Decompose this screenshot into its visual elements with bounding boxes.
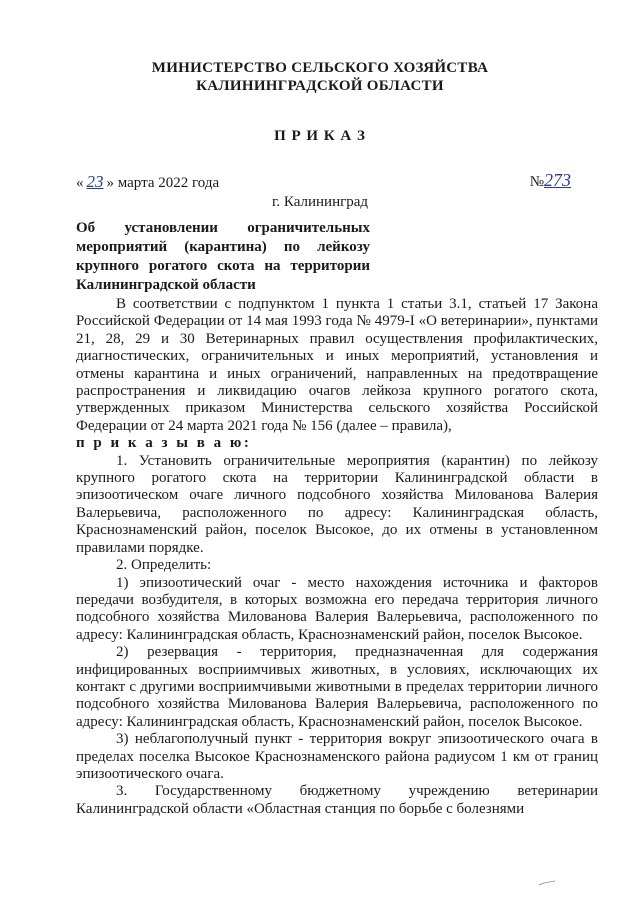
city-line: г. Калининград [271,194,369,210]
item-2-3-paragraph: 3) неблагополучный пункт - территория вокруг эпизоотического очага в пределах поселка Высокое Краснознаменского района радиусом 1 км от границ эпизоотического очага. [76,731,598,782]
item-2-1-paragraph: 1) эпизоотический очаг - место нахождения источника и факторов передачи возбудителя, в которых возможна его передача территория личного подсобного хозяйства Милованова Валерия Валерьевича, расположенного по адресу: Калининградская область, Краснознаменский район, поселок Высокое. [76,574,598,643]
item-3-paragraph: 3. Государственному бюджетному учреждению ветеринарии Калининградской области «Областная станция по борьбе с болезнями [76,783,598,817]
number-sign: № [529,174,544,190]
date-open-quote: « [76,175,84,191]
order-word-paragraph [76,435,598,452]
order-subject: Об установлении ограничительных мероприятий (карантина) по лейкозу крупного рогатого скота на территории Калининградской области [76,220,370,293]
date-month-year: » марта 2022 года [106,175,220,191]
preamble-paragraph: В соответствии с подпунктом 1 пункта 1 статьи 3.1, статьей 17 Закона Российской Федерации от 14 мая 1993 года № 4979-I «О ветеринарии», пунктами 21, 28, 29 и 30 Ветеринарных правил осуществления профилактических, диагностических, ограничительных и иных мероприятий, установления и отмены карантина и иных ограничений, направленных на предотвращение распространения и ликвидацию очагов лейкоза крупного рогатого скота, утвержденных приказом Министерства сельского хозяйства Российской Федерации от 24 марта 2021 года № 156 (далее – правила), [76,296,598,434]
order-date [76,172,219,192]
ministry-name-line1: МИНИСТЕРСТВО СЕЛЬСКОГО ХОЗЯЙСТВА [151,60,489,76]
item-1-paragraph: 1. Установить ограничительные мероприятия (карантин) по лейкозу крупного рогатого скота на территории Калининградской области в эпизоотическом очаге личного подсобного хозяйства Милованова Валерия Валерьевича, расположенного по адресу: Калининградская область, Краснознаменский район, поселок Высокое, до их отмены в установленном правилами порядке. [76,452,598,556]
item-2-paragraph: 2. Определить: [116,557,212,574]
item-2-2-paragraph: 2) резервация - территория, предназначенная для содержания инфицированных восприимчивых животных, в условиях, исключающих их контакт с другими восприимчивыми животными в пределах территории личного подсобного хозяйства Милованова Валерия Валерьевича, расположенного по адресу: Калининградская область, Краснознаменский район, поселок Высокое. [76,644,598,730]
order-word: п р и к а з ы в а ю: [76,435,252,452]
order-number [530,170,571,191]
scan-mark [538,880,556,886]
ministry-name-line2: КАЛИНИНГРАДСКОЙ ОБЛАСТИ [196,78,444,94]
handwritten-day: 23 [86,172,104,191]
document-type-title: П Р И К А З [274,128,366,144]
handwritten-number: 273 [544,170,571,190]
order-body [76,296,598,818]
